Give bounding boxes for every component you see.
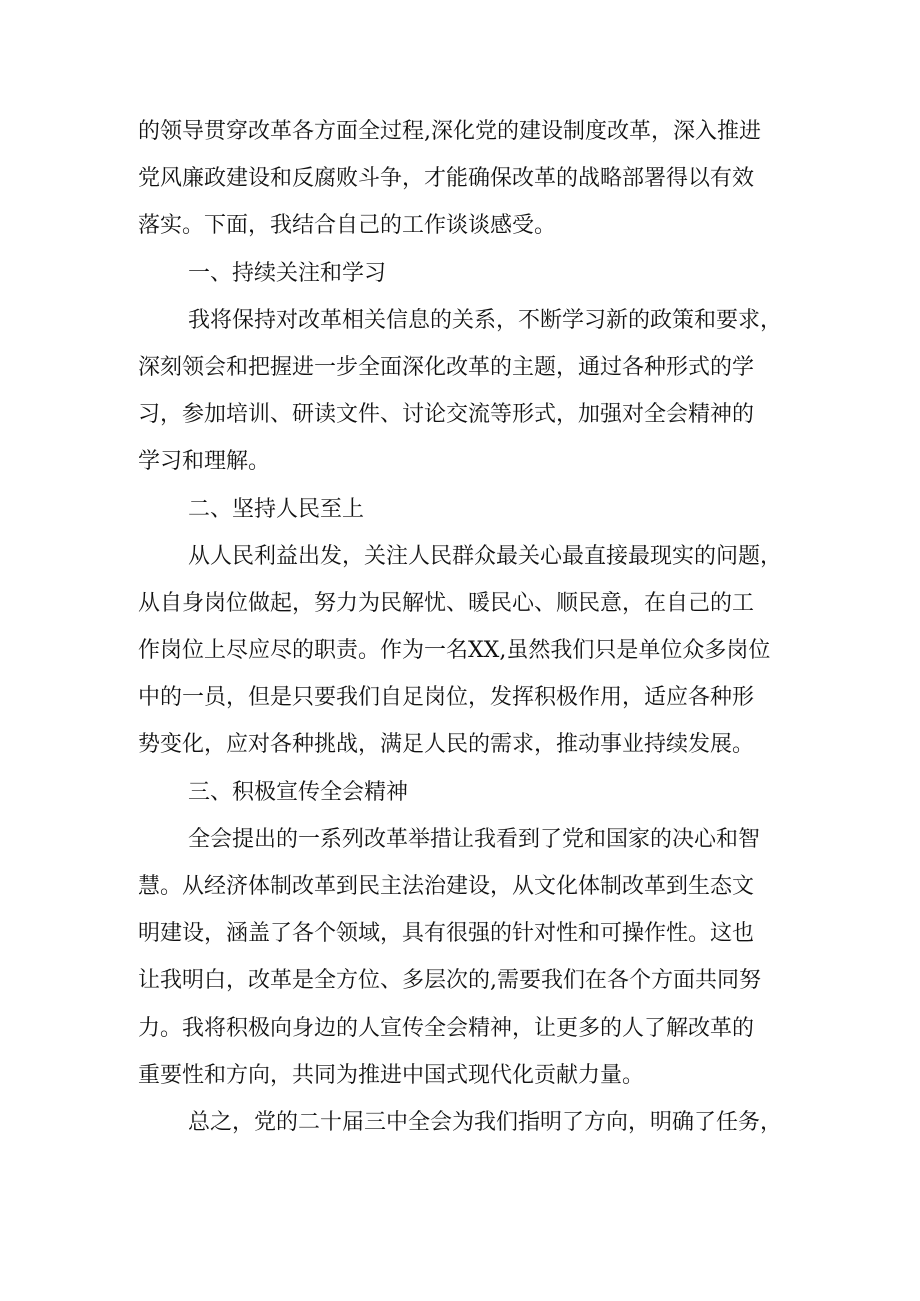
paragraph-line: 的领导贯穿改革各方面全过程,深化党的建设制度改革，深入推进 [138,119,761,144]
document-body [138,108,798,1146]
section-heading-3: 三、积极宣传全会精神 [188,779,409,805]
paragraph-line: 明建设，涵盖了各个领域，具有很强的针对性和可操作性。这也 [138,921,755,947]
paragraph-line: 深刻领会和把握进一步全面深化改革的主题，通过各种形式的学 [138,354,755,380]
section-heading-2: 二、坚持人民至上 [188,496,365,522]
paragraph-line: 中的一员，但是只要我们自足岗位，发挥积极作用，适应各种形 [138,685,755,711]
paragraph-line: 让我明白，改革是全方位、多层次的,需要我们在各个方面共同努 [138,968,761,994]
paragraph-line: 落实。下面，我结合自己的工作谈谈感受。 [138,213,557,239]
paragraph-line: 力。我将积极向身边的人宣传全会精神，让更多的人了解改革的 [138,1015,755,1041]
paragraph-line: 重要性和方向，共同为推进中国式现代化贡献力量。 [138,1062,645,1088]
paragraph-line: 从人民利益出发，关注人民群众最关心最直接最现实的问题， [188,543,783,569]
paragraph-line: 势变化，应对各种挑战，满足人民的需求，推动事业持续发展。 [138,732,755,758]
paragraph-line: 我将保持对改革相关信息的关系，不断学习新的政策和要求， [188,307,783,333]
paragraph-line: 习，参加培训、研读文件、讨论交流等形式，加强对全会精神的 [138,402,755,428]
section-heading-1: 一、持续关注和学习 [188,260,387,286]
paragraph-line: 慧。从经济体制改革到民主法治建设，从文化体制改革到生态文 [138,874,755,899]
paragraph-line: 全会提出的一系列改革举措让我看到了党和国家的决心和智 [188,826,761,852]
paragraph-line: 学习和理解。 [138,449,271,475]
paragraph-line: 从自身岗位做起，努力为民解忧、暖民心、顺民意，在自己的工 [138,590,755,616]
paragraph-line: 作岗位上尽应尽的职责。作为一名XX,虽然我们只是单位众多岗位 [138,638,771,664]
paragraph-line: 党风廉政建设和反腐败斗争，才能确保改革的战略部署得以有效 [138,166,755,192]
paragraph-line: 总之，党的二十届三中全会为我们指明了方向，明确了任务， [188,1109,783,1135]
